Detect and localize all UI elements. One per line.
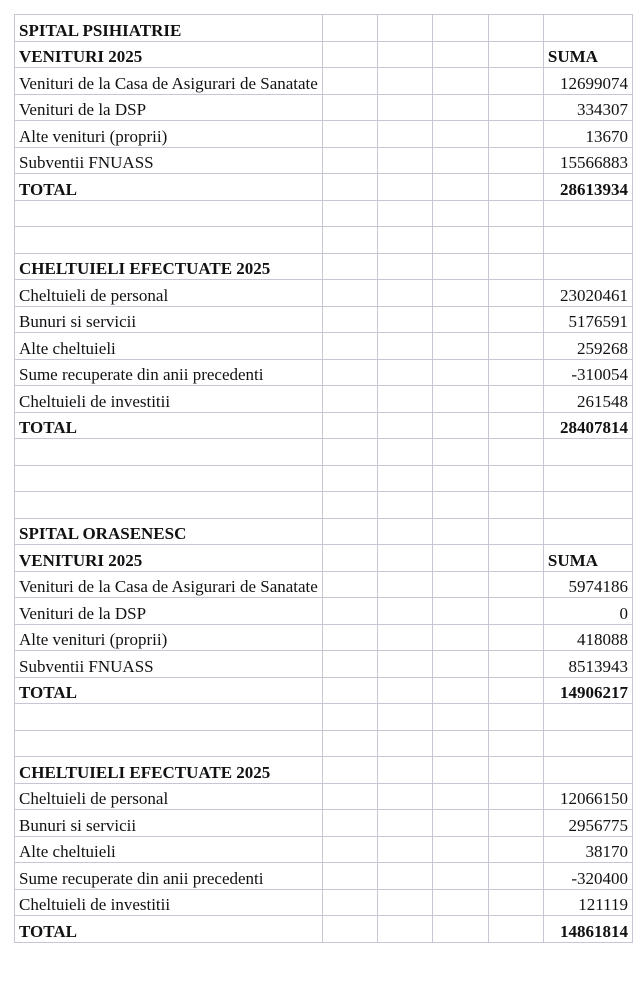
empty-cell[interactable] <box>488 836 543 863</box>
empty-cell[interactable] <box>378 227 433 254</box>
cell-value[interactable] <box>543 492 632 519</box>
row-label[interactable] <box>15 386 323 413</box>
empty-cell[interactable] <box>378 730 433 757</box>
empty-cell[interactable] <box>322 783 377 810</box>
total-value[interactable] <box>543 174 632 201</box>
empty-cell[interactable] <box>488 757 543 784</box>
hospital-title[interactable] <box>15 518 323 545</box>
cell-value[interactable] <box>543 704 632 731</box>
cell-value[interactable] <box>543 518 632 545</box>
empty-cell[interactable] <box>378 94 433 121</box>
empty-cell[interactable] <box>378 386 433 413</box>
empty-cell[interactable] <box>322 810 377 837</box>
empty-cell[interactable] <box>488 41 543 68</box>
empty-cell[interactable] <box>378 624 433 651</box>
empty-cell[interactable] <box>488 439 543 466</box>
empty-cell[interactable] <box>488 598 543 625</box>
empty-cell[interactable] <box>488 810 543 837</box>
empty-row <box>15 704 633 731</box>
empty-cell[interactable] <box>322 518 377 545</box>
cheltuieli-title-text: CHELTUIELI EFECTUATE 2025 <box>19 762 271 782</box>
row-label[interactable] <box>15 624 323 651</box>
empty-cell[interactable] <box>488 730 543 757</box>
row-label[interactable] <box>15 598 323 625</box>
empty-cell[interactable] <box>322 68 377 95</box>
suma-header[interactable] <box>543 41 632 68</box>
cheltuieli-row <box>15 810 633 837</box>
row-value-text: 5176591 <box>568 312 628 331</box>
empty-cell[interactable] <box>378 704 433 731</box>
row-value-text: 261548 <box>577 391 628 411</box>
row-label-text: Cheltuieli de investitii <box>19 895 171 914</box>
hospital-title[interactable] <box>15 15 323 42</box>
cheltuieli-row <box>15 359 633 386</box>
row-label-text: Bunuri si servicii <box>19 312 137 331</box>
empty-cell[interactable] <box>488 492 543 519</box>
empty-cell[interactable] <box>378 492 433 519</box>
empty-cell[interactable] <box>433 863 488 890</box>
row-value[interactable] <box>543 624 632 651</box>
row-label[interactable] <box>15 810 323 837</box>
empty-cell[interactable] <box>433 306 488 333</box>
empty-cell[interactable] <box>378 545 433 572</box>
row-label-text: Alte cheltuieli <box>19 842 116 861</box>
empty-cell[interactable] <box>378 306 433 333</box>
empty-cell[interactable] <box>378 333 433 360</box>
hospital-title-text: SPITAL ORASENESC <box>19 524 187 543</box>
empty-cell[interactable] <box>378 571 433 598</box>
total-label-text: TOTAL <box>19 179 77 199</box>
empty-cell[interactable] <box>322 121 377 148</box>
row-label[interactable] <box>15 359 323 386</box>
empty-cell[interactable] <box>433 677 488 704</box>
empty-cell[interactable] <box>433 465 488 492</box>
empty-cell[interactable] <box>433 227 488 254</box>
empty-cell[interactable] <box>433 545 488 572</box>
empty-cell[interactable] <box>433 280 488 307</box>
empty-cell[interactable] <box>433 15 488 42</box>
row-label-text: Alte venituri (proprii) <box>19 630 168 649</box>
row-value[interactable] <box>543 836 632 863</box>
empty-cell[interactable] <box>378 359 433 386</box>
venituri-total-row <box>15 174 633 201</box>
empty-cell[interactable] <box>322 333 377 360</box>
row-label[interactable] <box>15 333 323 360</box>
empty-cell[interactable] <box>488 94 543 121</box>
venituri-row <box>15 624 633 651</box>
row-label-text: Alte venituri (proprii) <box>19 126 168 146</box>
empty-cell[interactable] <box>378 863 433 890</box>
empty-cell[interactable] <box>433 333 488 360</box>
hospital-title-row <box>15 15 633 42</box>
row-value-text: 5974186 <box>568 577 628 596</box>
empty-cell[interactable] <box>322 94 377 121</box>
row-value[interactable] <box>543 386 632 413</box>
row-label-text: Venituri de la DSP <box>19 100 147 119</box>
row-label[interactable] <box>15 68 323 95</box>
row-value-text: 418088 <box>577 630 628 649</box>
empty-cell[interactable] <box>378 518 433 545</box>
empty-cell[interactable] <box>322 200 377 227</box>
cheltuieli-row <box>15 333 633 360</box>
empty-cell[interactable] <box>322 863 377 890</box>
row-label-text: Cheltuieli de investitii <box>19 391 171 411</box>
total-value-text: 28407814 <box>560 418 628 437</box>
row-value[interactable] <box>543 147 632 174</box>
empty-cell[interactable] <box>488 783 543 810</box>
empty-cell[interactable] <box>322 227 377 254</box>
row-value-text: 2956775 <box>568 815 628 835</box>
empty-cell[interactable] <box>488 333 543 360</box>
empty-row <box>15 492 633 519</box>
row-label[interactable] <box>15 836 323 863</box>
total-label-text: TOTAL <box>19 418 77 437</box>
row-value[interactable] <box>543 810 632 837</box>
empty-cell[interactable] <box>488 68 543 95</box>
total-value-text: 28613934 <box>560 179 628 199</box>
cell-value[interactable] <box>543 200 632 227</box>
venituri-title-text: VENITURI 2025 <box>19 47 143 66</box>
row-value[interactable] <box>543 863 632 890</box>
empty-cell[interactable] <box>378 783 433 810</box>
empty-cell[interactable] <box>433 889 488 916</box>
empty-cell[interactable] <box>433 174 488 201</box>
total-value[interactable] <box>543 677 632 704</box>
row-value[interactable] <box>543 121 632 148</box>
total-label[interactable] <box>15 412 323 439</box>
cheltuieli-total-row <box>15 412 633 439</box>
empty-cell[interactable] <box>378 757 433 784</box>
empty-cell[interactable] <box>322 545 377 572</box>
row-value[interactable] <box>543 571 632 598</box>
cheltuieli-row <box>15 889 633 916</box>
empty-cell[interactable] <box>488 306 543 333</box>
empty-cell[interactable] <box>378 412 433 439</box>
empty-cell[interactable] <box>433 916 488 943</box>
venituri-total-row <box>15 677 633 704</box>
row-value-text: 259268 <box>577 338 628 358</box>
empty-cell[interactable] <box>322 359 377 386</box>
cheltuieli-row <box>15 280 633 307</box>
empty-cell[interactable] <box>433 810 488 837</box>
empty-cell[interactable] <box>488 651 543 678</box>
empty-cell[interactable] <box>322 704 377 731</box>
row-value[interactable] <box>543 68 632 95</box>
row-value-text: 121119 <box>578 895 628 914</box>
row-label-text: Alte cheltuieli <box>19 338 116 358</box>
suma-header-text: SUMA <box>547 550 598 570</box>
empty-cell[interactable] <box>433 200 488 227</box>
venituri-row <box>15 94 633 121</box>
row-label-text: Venituri de la Casa de Asigurari de Sanatate <box>19 577 318 596</box>
cheltuieli-title[interactable] <box>15 757 323 784</box>
cell-value[interactable] <box>543 465 632 492</box>
cell-value[interactable] <box>543 730 632 757</box>
cell-label[interactable] <box>15 465 323 492</box>
empty-row <box>15 730 633 757</box>
row-value[interactable] <box>543 306 632 333</box>
row-value-text: 15566883 <box>560 153 628 172</box>
row-value-text: 12066150 <box>560 789 628 808</box>
row-value[interactable] <box>543 598 632 625</box>
empty-cell[interactable] <box>488 253 543 280</box>
total-label[interactable] <box>15 174 323 201</box>
empty-cell[interactable] <box>322 916 377 943</box>
empty-cell[interactable] <box>433 704 488 731</box>
empty-cell[interactable] <box>322 571 377 598</box>
suma-header-text: SUMA <box>547 47 598 66</box>
row-value[interactable] <box>543 333 632 360</box>
empty-cell[interactable] <box>322 174 377 201</box>
empty-cell[interactable] <box>378 121 433 148</box>
empty-cell[interactable] <box>378 68 433 95</box>
empty-cell[interactable] <box>488 863 543 890</box>
cheltuieli-title-text: CHELTUIELI EFECTUATE 2025 <box>19 259 271 278</box>
empty-cell[interactable] <box>488 704 543 731</box>
empty-cell[interactable] <box>322 492 377 519</box>
row-label-text: Venituri de la Casa de Asigurari de Sanatate <box>19 73 318 93</box>
empty-cell[interactable] <box>322 836 377 863</box>
cheltuieli-row <box>15 783 633 810</box>
empty-cell[interactable] <box>488 571 543 598</box>
total-label[interactable] <box>15 916 323 943</box>
empty-cell[interactable] <box>322 598 377 625</box>
empty-cell[interactable] <box>322 624 377 651</box>
empty-cell[interactable] <box>433 386 488 413</box>
empty-cell[interactable] <box>433 492 488 519</box>
cheltuieli-row <box>15 306 633 333</box>
row-value-text: 13670 <box>585 126 628 146</box>
empty-cell[interactable] <box>378 439 433 466</box>
empty-row <box>15 200 633 227</box>
empty-cell[interactable] <box>322 386 377 413</box>
empty-cell[interactable] <box>322 306 377 333</box>
empty-cell[interactable] <box>433 730 488 757</box>
cell-value[interactable] <box>543 757 632 784</box>
empty-cell[interactable] <box>433 412 488 439</box>
empty-cell[interactable] <box>322 757 377 784</box>
venituri-title-text: VENITURI 2025 <box>19 550 143 570</box>
total-label-text: TOTAL <box>19 683 77 702</box>
row-value[interactable] <box>543 651 632 678</box>
venituri-header-row <box>15 41 633 68</box>
empty-cell[interactable] <box>378 465 433 492</box>
cheltuieli-header-row <box>15 253 633 280</box>
empty-cell[interactable] <box>433 41 488 68</box>
empty-cell[interactable] <box>322 465 377 492</box>
empty-cell[interactable] <box>488 518 543 545</box>
row-label[interactable] <box>15 280 323 307</box>
row-label[interactable] <box>15 571 323 598</box>
empty-cell[interactable] <box>488 624 543 651</box>
empty-cell[interactable] <box>433 836 488 863</box>
total-value-text: 14861814 <box>560 921 628 941</box>
row-label[interactable] <box>15 863 323 890</box>
hospital-title-text: SPITAL PSIHIATRIE <box>19 20 182 40</box>
row-value-text: 12699074 <box>560 73 628 93</box>
total-value[interactable] <box>543 412 632 439</box>
empty-cell[interactable] <box>322 15 377 42</box>
row-value[interactable] <box>543 94 632 121</box>
empty-cell[interactable] <box>488 916 543 943</box>
empty-cell[interactable] <box>322 651 377 678</box>
row-label[interactable] <box>15 121 323 148</box>
row-value[interactable] <box>543 359 632 386</box>
cheltuieli-header-row <box>15 757 633 784</box>
row-label[interactable] <box>15 783 323 810</box>
hospital-title-row <box>15 518 633 545</box>
total-label-text: TOTAL <box>19 921 77 941</box>
empty-cell[interactable] <box>322 889 377 916</box>
empty-cell[interactable] <box>433 624 488 651</box>
empty-cell[interactable] <box>488 889 543 916</box>
venituri-row <box>15 571 633 598</box>
empty-cell[interactable] <box>433 783 488 810</box>
empty-cell[interactable] <box>488 386 543 413</box>
row-label-text: Bunuri si servicii <box>19 815 137 835</box>
empty-cell[interactable] <box>378 651 433 678</box>
empty-cell[interactable] <box>433 359 488 386</box>
empty-cell[interactable] <box>488 121 543 148</box>
cell-label[interactable] <box>15 227 323 254</box>
empty-cell[interactable] <box>488 227 543 254</box>
row-label-text: Cheltuieli de personal <box>19 789 169 808</box>
empty-cell[interactable] <box>433 68 488 95</box>
row-value[interactable] <box>543 280 632 307</box>
empty-cell[interactable] <box>322 412 377 439</box>
row-label-text: Sume recuperate din anii precedenti <box>19 868 264 888</box>
cell-value[interactable] <box>543 227 632 254</box>
empty-cell[interactable] <box>378 889 433 916</box>
empty-cell[interactable] <box>488 280 543 307</box>
empty-cell[interactable] <box>488 147 543 174</box>
empty-cell[interactable] <box>488 545 543 572</box>
row-value-text: 38170 <box>585 842 628 861</box>
empty-cell[interactable] <box>488 677 543 704</box>
row-value[interactable] <box>543 783 632 810</box>
empty-cell[interactable] <box>378 253 433 280</box>
empty-cell[interactable] <box>488 15 543 42</box>
cell-label[interactable] <box>15 704 323 731</box>
cheltuieli-row <box>15 386 633 413</box>
empty-row <box>15 439 633 466</box>
venituri-title[interactable] <box>15 41 323 68</box>
row-label-text: Sume recuperate din anii precedenti <box>19 365 264 384</box>
suma-header[interactable] <box>543 545 632 572</box>
row-value-text: 8513943 <box>568 656 628 676</box>
cheltuieli-title[interactable] <box>15 253 323 280</box>
cheltuieli-row <box>15 836 633 863</box>
row-label-text: Cheltuieli de personal <box>19 285 169 305</box>
venituri-header-row <box>15 545 633 572</box>
row-value[interactable] <box>543 889 632 916</box>
row-value-text: -310054 <box>571 365 628 384</box>
row-label-text: Subventii FNUASS <box>19 656 154 676</box>
total-value[interactable] <box>543 916 632 943</box>
row-label-text: Subventii FNUASS <box>19 153 154 172</box>
empty-cell[interactable] <box>378 916 433 943</box>
venituri-row <box>15 147 633 174</box>
row-value-text: 23020461 <box>560 285 628 305</box>
empty-row <box>15 465 633 492</box>
cell-label[interactable] <box>15 439 323 466</box>
empty-cell[interactable] <box>433 518 488 545</box>
empty-cell[interactable] <box>322 730 377 757</box>
venituri-row <box>15 598 633 625</box>
empty-cell[interactable] <box>378 836 433 863</box>
spreadsheet-table <box>14 14 633 943</box>
venituri-title[interactable] <box>15 545 323 572</box>
row-label[interactable] <box>15 306 323 333</box>
empty-cell[interactable] <box>378 174 433 201</box>
row-value-text: -320400 <box>571 868 628 888</box>
empty-cell[interactable] <box>378 147 433 174</box>
row-value-text: 334307 <box>577 100 628 119</box>
empty-cell[interactable] <box>322 280 377 307</box>
empty-cell[interactable] <box>322 147 377 174</box>
row-label-text: Venituri de la DSP <box>19 603 147 623</box>
empty-cell[interactable] <box>322 439 377 466</box>
venituri-row <box>15 121 633 148</box>
empty-cell[interactable] <box>378 200 433 227</box>
empty-cell[interactable] <box>433 757 488 784</box>
empty-cell[interactable] <box>488 359 543 386</box>
venituri-row <box>15 651 633 678</box>
venituri-row <box>15 68 633 95</box>
cheltuieli-row <box>15 863 633 890</box>
cell-label[interactable] <box>15 492 323 519</box>
empty-cell[interactable] <box>433 147 488 174</box>
row-label[interactable] <box>15 889 323 916</box>
empty-cell[interactable] <box>322 677 377 704</box>
empty-cell[interactable] <box>378 677 433 704</box>
empty-cell[interactable] <box>433 94 488 121</box>
empty-cell[interactable] <box>488 174 543 201</box>
empty-cell[interactable] <box>433 651 488 678</box>
cell-value[interactable] <box>543 439 632 466</box>
empty-cell[interactable] <box>433 121 488 148</box>
empty-cell[interactable] <box>378 598 433 625</box>
empty-cell[interactable] <box>322 41 377 68</box>
row-label[interactable] <box>15 651 323 678</box>
total-value-text: 14906217 <box>560 683 628 702</box>
empty-cell[interactable] <box>433 571 488 598</box>
cell-value[interactable] <box>543 253 632 280</box>
empty-cell[interactable] <box>488 465 543 492</box>
total-label[interactable] <box>15 677 323 704</box>
cell-value[interactable] <box>543 15 632 42</box>
cell-label[interactable] <box>15 200 323 227</box>
empty-cell[interactable] <box>488 412 543 439</box>
row-label[interactable] <box>15 147 323 174</box>
empty-cell[interactable] <box>433 439 488 466</box>
row-value-text: 0 <box>619 603 628 623</box>
empty-cell[interactable] <box>378 41 433 68</box>
empty-cell[interactable] <box>433 598 488 625</box>
empty-cell[interactable] <box>433 253 488 280</box>
empty-row <box>15 227 633 254</box>
empty-cell[interactable] <box>378 15 433 42</box>
empty-cell[interactable] <box>488 200 543 227</box>
row-label[interactable] <box>15 94 323 121</box>
empty-cell[interactable] <box>322 253 377 280</box>
cheltuieli-total-row <box>15 916 633 943</box>
empty-cell[interactable] <box>378 810 433 837</box>
cell-label[interactable] <box>15 730 323 757</box>
empty-cell[interactable] <box>378 280 433 307</box>
